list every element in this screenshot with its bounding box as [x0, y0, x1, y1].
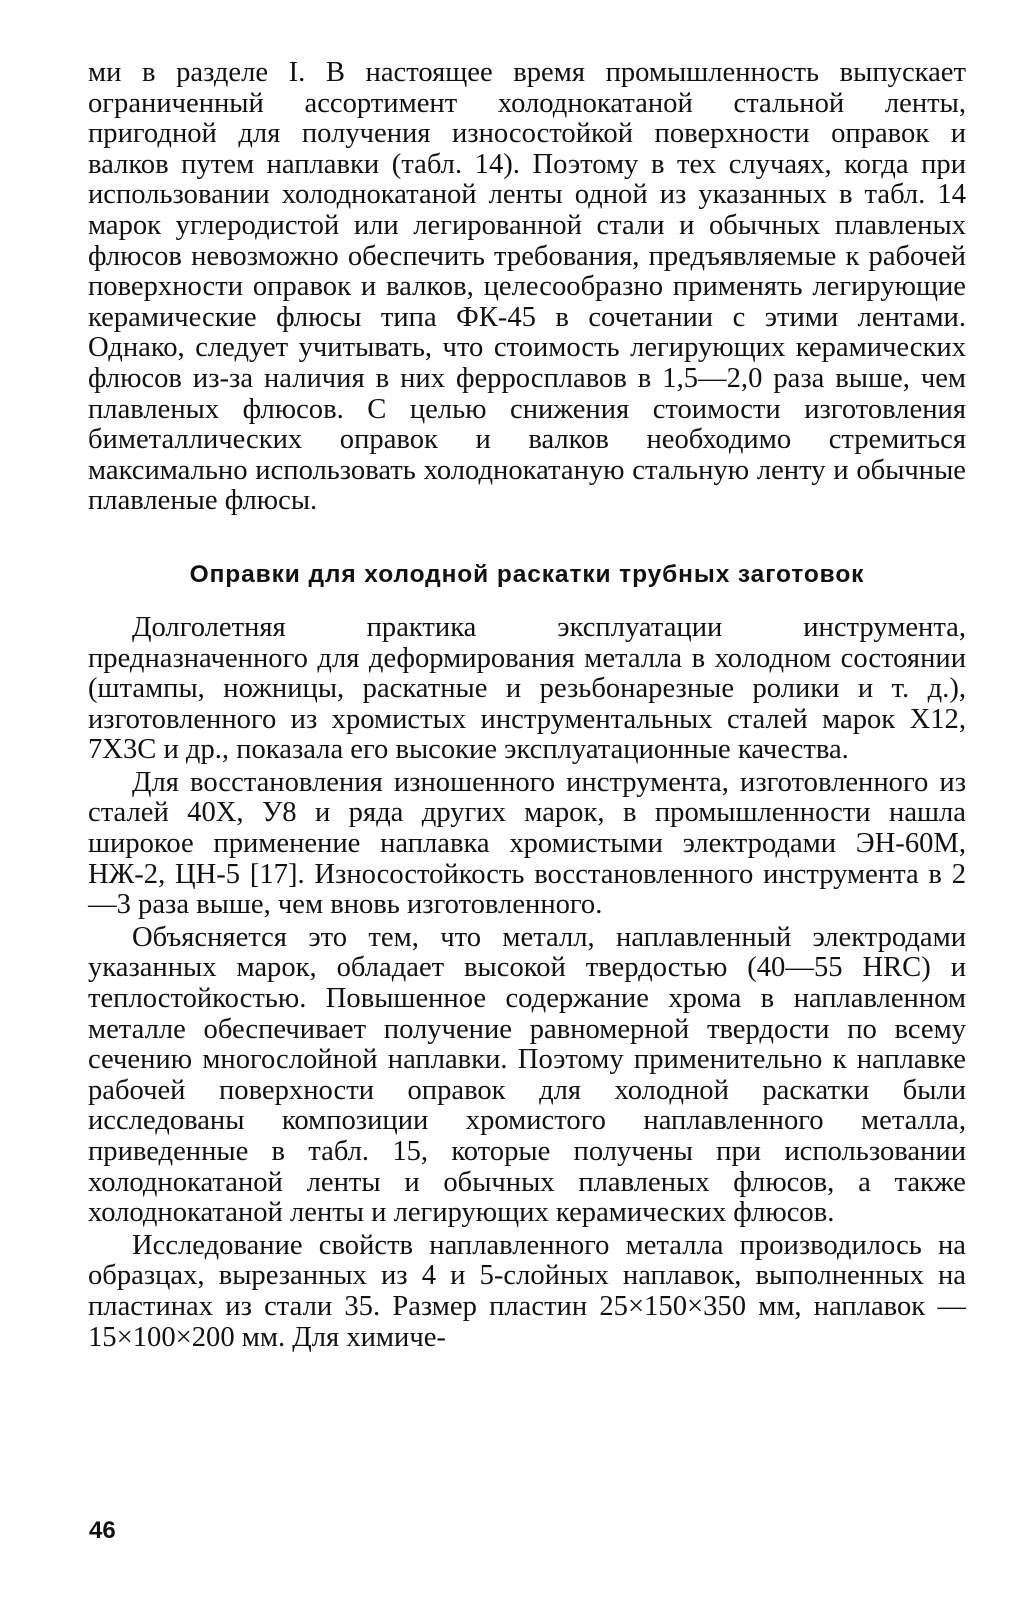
- paragraph-research: Исследование свойств наплавленного металла производилось на образцах, вырезанных из 4 и 5-слойных наплавок, выполненных на пластинах из стали 35. Размер пластин 25×150×350 мм, наплавок — 15×100×200 мм. Для химиче-: [88, 1229, 966, 1353]
- paragraph-restoration: Для восстановления изношенного инструмента, изготовленного из сталей 40Х, У8 и ряда других марок, в промышленности нашла широкое применение наплавка хромистыми электродами ЭН-60М, НЖ-2, ЦН-5 [17]. Износостойкость восстановленного инструмента в 2—3 раза выше, чем вновь изготовленного.: [88, 766, 966, 921]
- page-text-block: [88, 58, 966, 1353]
- paragraph-practice: Долголетняя практика эксплуатации инструмента, предназначенного для деформирования металла в холодном состоянии (штампы, ножницы, раскатные и резьбонарезные ролики и т. д.), изготовленного из хромистых инструментальных сталей марок Х12, 7Х3С и др., показала его высокие эксплуатационные качества.: [88, 611, 966, 766]
- paragraph-explanation: Объясняется это тем, что металл, наплавленный электродами указанных марок, обладает высокой твердостью (40—55 HRC) и теплостойкостью. Повышенное содержание хрома в наплавленном металле обеспечивает получение равномерной твердости по всему сечению многослойной наплавки. Поэтому применительно к наплавке рабочей поверхности оправок для холодной раскатки были исследованы композиции хромистого наплавленного металла, приведенные в табл. 15, которые получены при использовании холоднокатаной ленты и обычных плавленых флюсов, а также холоднокатаной ленты и легирующих керамических флюсов.: [88, 921, 966, 1229]
- intro-paragraph: ми в разделе I. В настоящее время промышленность выпускает ограниченный ассортимент холоднокатаной стальной ленты, пригодной для получения износостойкой поверхности оправок и валков путем наплавки (табл. 14). Поэтому в тех случаях, когда при использовании холоднокатаной ленты одной из указанных в табл. 14 марок углеродистой или легированной стали и обычных плавленых флюсов невозможно обеспечить требования, предъявляемые к рабочей поверхности оправок и валков, целесообразно применять легирующие керамические флюсы типа ФК-45 в сочетании с этими лентами. Однако, следует учитывать, что стоимость легирующих керамических флюсов из-за наличия в них ферросплавов в 1,5—2,0 раза выше, чем плавленых флюсов. С целью снижения стоимости изготовления биметаллических оправок и валков необходимо стремиться максимально использовать холоднокатаную стальную ленту и обычные плавленые флюсы.: [88, 57, 966, 517]
- section-heading: Оправки для холодной раскатки трубных заготовок: [189, 560, 865, 588]
- page-number: 46: [89, 1517, 116, 1544]
